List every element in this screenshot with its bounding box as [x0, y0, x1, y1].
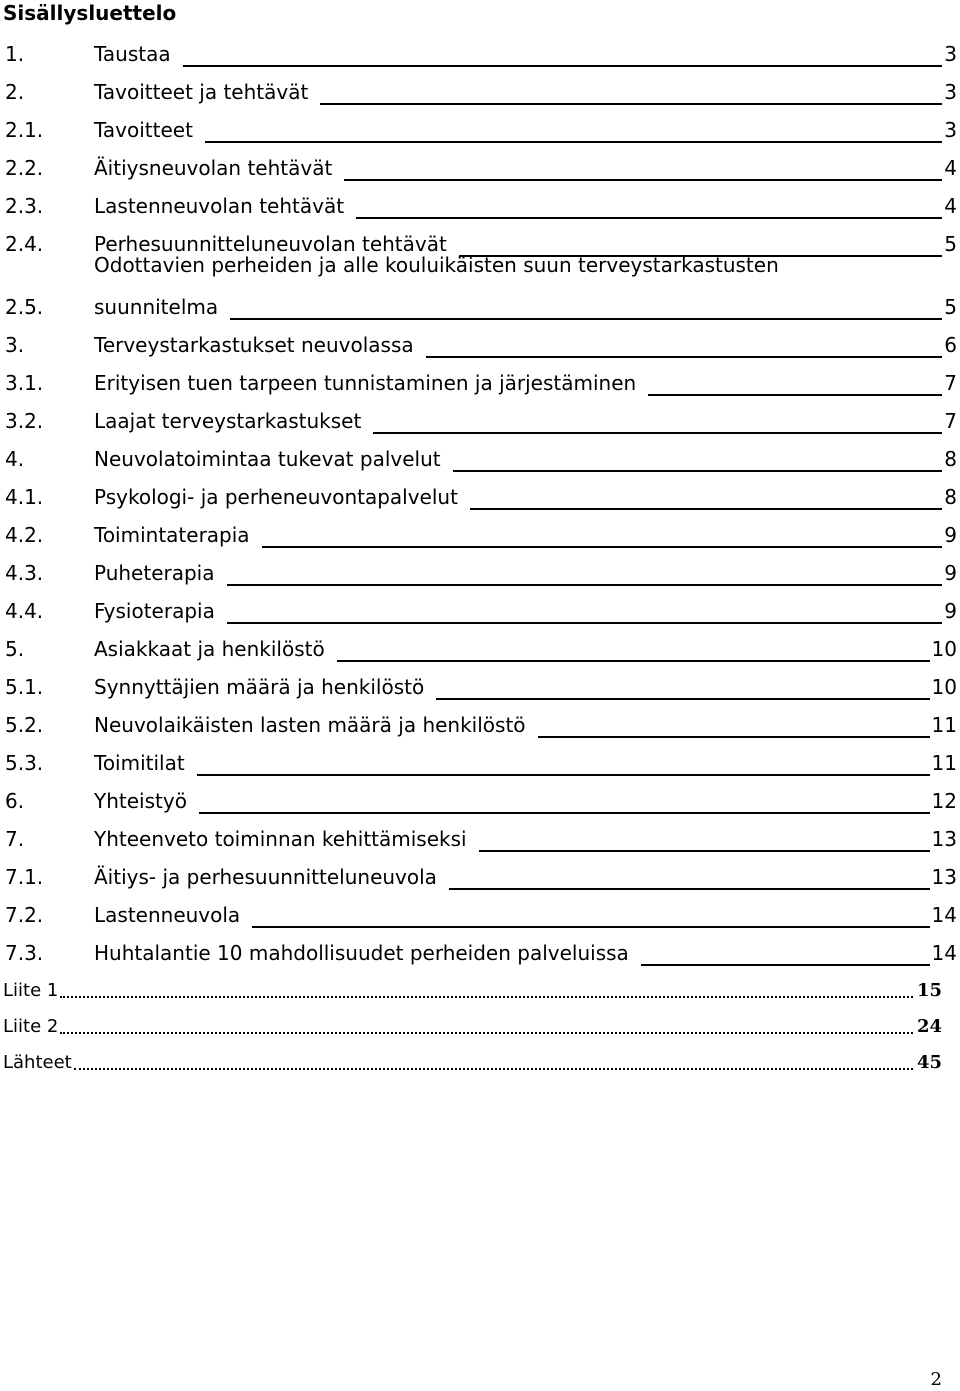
dotted-leader [60, 996, 913, 998]
leader-line [356, 217, 942, 219]
toc-entry-number: 3. [5, 333, 25, 357]
toc-entry-number: 4.2. [5, 523, 44, 547]
toc-entry[interactable] [0, 116, 960, 146]
toc-entry[interactable] [0, 483, 960, 513]
toc-entry[interactable] [0, 407, 960, 437]
toc-entry-page: 9 [944, 599, 957, 623]
leader-line [252, 926, 930, 928]
toc-entry-number: 7. [5, 827, 25, 851]
toc-entry-number: 2.3. [5, 194, 44, 218]
toc-entry-number: 7.2. [5, 903, 44, 927]
toc-entry-label: Erityisen tuen tarpeen tunnistaminen ja järjestäminen [94, 371, 637, 395]
toc-entry[interactable] [0, 192, 960, 222]
toc-entry-page: 6 [944, 333, 957, 357]
toc-entry-page: 11 [931, 751, 957, 775]
toc-entry[interactable] [0, 673, 960, 703]
toc-entry-label: Neuvolatoimintaa tukevat palvelut [94, 447, 441, 471]
appendix-label[interactable]: Liite 2 [3, 1016, 59, 1037]
toc-entry-page: 9 [944, 561, 957, 585]
toc-entry-number: 4. [5, 447, 25, 471]
toc-entry-number: 5.3. [5, 751, 44, 775]
appendix-label[interactable]: Liite 1 [3, 980, 59, 1001]
toc-entry-number: 4.3. [5, 561, 44, 585]
leader-line [453, 470, 942, 472]
toc-entry-page: 5 [944, 295, 957, 319]
toc-entry-number: 3.2. [5, 409, 44, 433]
toc-entry-label: suunnitelma [94, 295, 219, 319]
leader-line [320, 103, 942, 105]
toc-entry-page: 13 [931, 827, 957, 851]
toc-entry-number: 1. [5, 42, 25, 66]
toc-entry-label-line1: Odottavien perheiden ja alle kouluikäisten suun terveystarkastusten [94, 253, 779, 277]
toc-entry-label: Toimitilat [94, 751, 185, 775]
toc-entry-number: 2.1. [5, 118, 44, 142]
toc-entry[interactable] [0, 445, 960, 475]
toc-entry-label: Lastenneuvolan tehtävät [94, 194, 345, 218]
toc-entry-page: 3 [944, 80, 957, 104]
leader-line [205, 141, 942, 143]
toc-entry[interactable] [0, 711, 960, 741]
toc-entry[interactable] [0, 749, 960, 779]
toc-entry-page: 11 [931, 713, 957, 737]
toc-entry-label: Synnyttäjien määrä ja henkilöstö [94, 675, 425, 699]
toc-entry-label: Laajat terveystarkastukset [94, 409, 362, 433]
toc-entry[interactable] [0, 901, 960, 931]
toc-entry-label: Lastenneuvola [94, 903, 241, 927]
leader-line [641, 964, 930, 966]
leader-line [230, 318, 942, 320]
toc-entry-number: 7.1. [5, 865, 44, 889]
toc-entry[interactable] [0, 597, 960, 627]
toc-entry-label: Fysioterapia [94, 599, 215, 623]
leader-line [227, 622, 942, 624]
toc-entry[interactable] [0, 40, 960, 70]
toc-entry-number: 5.2. [5, 713, 44, 737]
toc-entry-number: 5.1. [5, 675, 44, 699]
toc-entry-page: 4 [944, 194, 957, 218]
dotted-leader [74, 1068, 913, 1070]
toc-entry-page: 7 [944, 409, 957, 433]
toc-entry-label: Terveystarkastukset neuvolassa [94, 333, 414, 357]
appendix-page: 45 [916, 1052, 942, 1073]
leader-line [479, 850, 930, 852]
toc-entry-page: 10 [931, 675, 957, 699]
toc-entry-page: 8 [944, 447, 957, 471]
toc-entry-page: 10 [931, 637, 957, 661]
toc-entry-number: 2. [5, 80, 25, 104]
leader-line [449, 888, 930, 890]
toc-entry-page: 7 [944, 371, 957, 395]
toc-entry[interactable] [0, 635, 960, 665]
toc-entry[interactable] [0, 78, 960, 108]
toc-entry-label: Äitiysneuvolan tehtävät [94, 156, 333, 180]
toc-entry-page: 8 [944, 485, 957, 509]
toc-entry-page: 14 [931, 903, 957, 927]
toc-entry-number: 6. [5, 789, 25, 813]
page-number: 2 [930, 1369, 942, 1390]
toc-entry[interactable] [0, 787, 960, 817]
leader-line [373, 432, 942, 434]
toc-entry-label: Tavoitteet [94, 118, 193, 142]
appendix-page: 15 [916, 980, 942, 1001]
leader-line [426, 356, 942, 358]
toc-entry-page: 4 [944, 156, 957, 180]
toc-entry-label: Perhesuunnitteluneuvolan tehtävät [94, 232, 447, 256]
toc-entry-number: 5. [5, 637, 25, 661]
toc-entry[interactable] [0, 521, 960, 551]
leader-line [648, 394, 942, 396]
toc-entry[interactable] [0, 939, 960, 969]
leader-line [436, 698, 930, 700]
appendix-page: 24 [916, 1016, 942, 1037]
leader-line [538, 736, 930, 738]
toc-entry-number: 4.4. [5, 599, 44, 623]
leader-line [197, 774, 930, 776]
leader-line [227, 584, 942, 586]
toc-entry-label: Toimintaterapia [94, 523, 250, 547]
toc-entry[interactable] [0, 154, 960, 184]
toc-entry-number: 2.5. [5, 295, 44, 319]
toc-entry[interactable] [0, 559, 960, 589]
toc-entry-page: 14 [931, 941, 957, 965]
toc-entry-label: Yhteenveto toiminnan kehittämiseksi [94, 827, 467, 851]
leader-line [183, 65, 942, 67]
toc-entry-number: 7.3. [5, 941, 44, 965]
toc-entry-label: Taustaa [94, 42, 171, 66]
leader-line [199, 812, 930, 814]
toc-entry-number: 4.1. [5, 485, 44, 509]
toc-entry-page: 3 [944, 118, 957, 142]
leader-line [344, 179, 942, 181]
toc-entry-label: Puheterapia [94, 561, 215, 585]
toc-entry-number: 3.1. [5, 371, 44, 395]
toc-entry-label: Yhteistyö [94, 789, 187, 813]
toc-entry-label: Huhtalantie 10 mahdollisuudet perheiden palveluissa [94, 941, 629, 965]
toc-entry-label: Psykologi- ja perheneuvontapalvelut [94, 485, 458, 509]
toc-entry-page: 12 [931, 789, 957, 813]
dotted-leader [60, 1032, 913, 1034]
leader-line [262, 546, 942, 548]
toc-entry-page: 13 [931, 865, 957, 889]
toc-entry-label: Neuvolaikäisten lasten määrä ja henkilöstö [94, 713, 526, 737]
toc-entry-number: 2.4. [5, 232, 44, 256]
leader-line [470, 508, 942, 510]
toc-entry-number: 2.2. [5, 156, 44, 180]
toc-entry[interactable] [0, 863, 960, 893]
toc-entry-page: 3 [944, 42, 957, 66]
toc-title: Sisällysluettelo [3, 1, 177, 25]
toc-entry-page: 9 [944, 523, 957, 547]
toc-entry-label: Tavoitteet ja tehtävät [94, 80, 309, 104]
toc-entry-page: 5 [944, 232, 957, 256]
toc-entry[interactable] [0, 825, 960, 855]
leader-line [337, 660, 930, 662]
toc-entry[interactable] [0, 293, 960, 323]
toc-entry-label: Äitiys- ja perhesuunnitteluneuvola [94, 865, 437, 889]
toc-entry[interactable] [0, 331, 960, 361]
toc-entry-label: Asiakkaat ja henkilöstö [94, 637, 325, 661]
toc-entry[interactable] [0, 369, 960, 399]
appendix-label[interactable]: Lähteet [3, 1052, 72, 1073]
